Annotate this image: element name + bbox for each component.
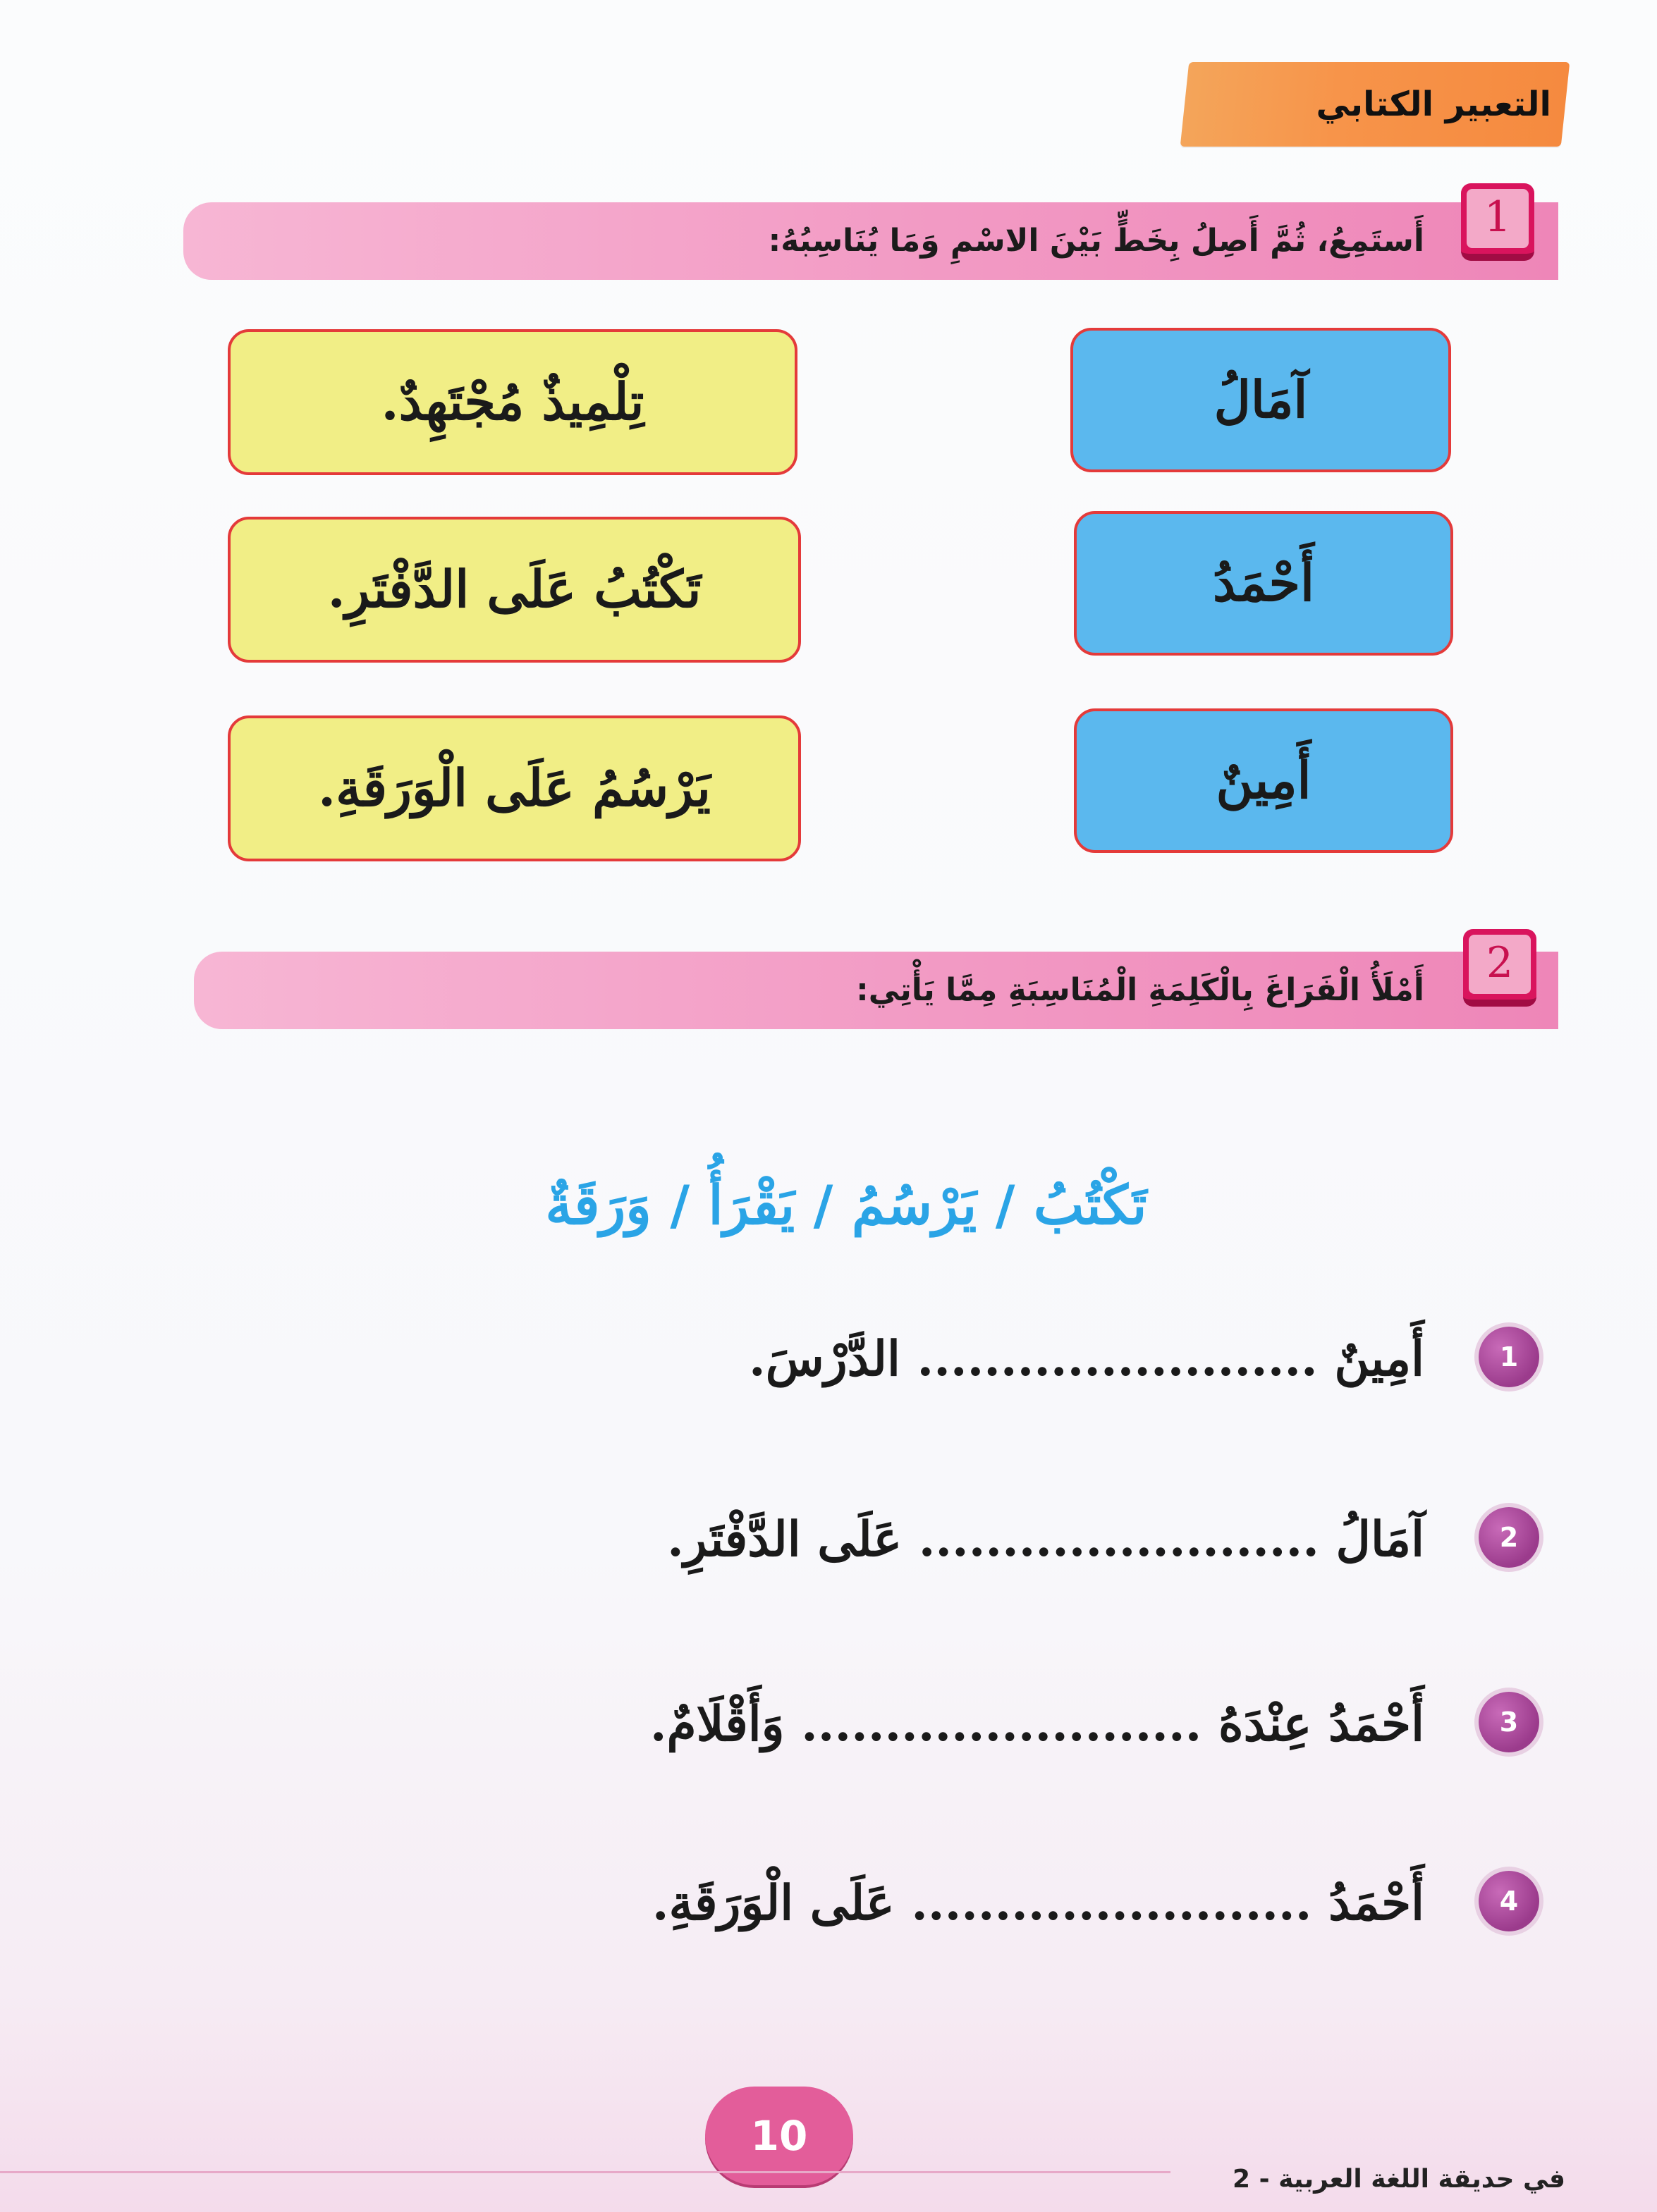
footer-divider <box>0 2171 1170 2173</box>
page-number: 10 <box>705 2087 853 2185</box>
fill-blank-sentence-2[interactable]: آمَالُ ........................ عَلَى الدَّفْتَرِ. <box>667 1511 1424 1568</box>
fill-blank-sentence-3[interactable]: أَحْمَدُ عِنْدَهُ ........................ وَأَقْلَامٌ. <box>649 1696 1424 1752</box>
item-number-2: 2 <box>1479 1507 1539 1568</box>
name-box-amal[interactable] <box>1070 328 1451 472</box>
phrase-box-2[interactable] <box>228 517 801 663</box>
word-bank: تَكْتُبُ / يَرْسُمُ / يَقْرَأُ / وَرَقَةٌ <box>545 1174 1147 1236</box>
exercise1-number: 1 <box>1467 189 1529 248</box>
phrase-box-3[interactable] <box>228 715 801 861</box>
book-title: في حديقة اللغة العربية - 2 <box>1233 2165 1565 2194</box>
name-box-amin[interactable] <box>1074 708 1453 853</box>
name-label: أَمِينٌ <box>1216 750 1311 810</box>
exercise2-number-tile <box>1463 929 1536 1007</box>
phrase-box-1[interactable] <box>228 329 797 475</box>
name-label: آمَالُ <box>1213 369 1308 429</box>
phrase-label: تَكْتُبُ عَلَى الدَّفْتَرِ. <box>327 559 702 619</box>
fill-blank-sentence-4[interactable]: أَحْمَدُ ........................ عَلَى الْوَرَقَةِ. <box>652 1875 1424 1931</box>
exercise1-number-tile <box>1461 183 1534 261</box>
item-number-1: 1 <box>1479 1327 1539 1387</box>
name-label: أَحْمَدُ <box>1213 553 1314 613</box>
item-number-3: 3 <box>1479 1692 1539 1752</box>
item-number-4: 4 <box>1479 1871 1539 1931</box>
section-title: التعبير الكتابي <box>1316 85 1551 124</box>
phrase-label: تِلْمِيذٌ مُجْتَهِدٌ. <box>381 371 644 431</box>
exercise2-number: 2 <box>1469 935 1531 994</box>
fill-blank-sentence-1[interactable]: أَمِينٌ ........................ الدَّرْسَ. <box>749 1331 1424 1387</box>
phrase-label: يَرْسُمُ عَلَى الْوَرَقَةِ. <box>318 758 711 818</box>
exercise2-instruction: أَمْلَأُ الْفَرَاغَ بِالْكَلِمَةِ الْمُنَاسِبَةِ مِمَّا يَأْتِي: <box>856 972 1424 1008</box>
exercise1-instruction: أَستَمِعُ، ثُمَّ أَصِلُ بِخَطٍّ بَيْنَ الاسْمِ وَمَا يُنَاسِبُهُ: <box>768 223 1424 259</box>
name-box-ahmad[interactable] <box>1074 511 1453 656</box>
